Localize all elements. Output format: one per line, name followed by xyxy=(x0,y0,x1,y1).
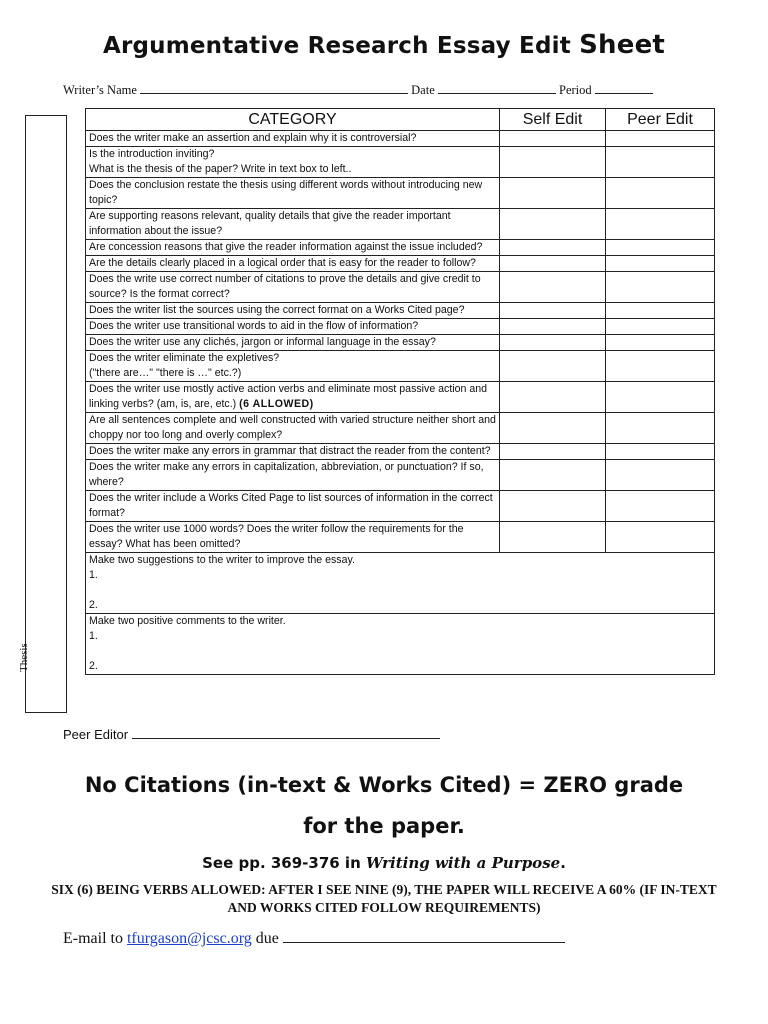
peer-edit-cell[interactable] xyxy=(606,522,715,553)
peer-edit-cell[interactable] xyxy=(606,319,715,335)
page-title xyxy=(0,30,768,60)
question-text: Does the writer make any errors in capitalization, abbreviation, or punctuation? If so, where? xyxy=(89,461,484,488)
suggestions-cell[interactable]: Make two suggestions to the writer to improve the essay. 1. 2. xyxy=(86,553,715,614)
table-row xyxy=(86,319,715,335)
peer-edit-cell[interactable] xyxy=(606,209,715,240)
peer-edit-cell[interactable] xyxy=(606,256,715,272)
question-text: Does the writer include a Works Cited Page to list sources of information in the correct format? xyxy=(89,492,493,519)
category-question xyxy=(86,272,500,303)
self-edit-cell[interactable] xyxy=(500,491,606,522)
table-row xyxy=(86,491,715,522)
positives-row xyxy=(86,614,715,675)
question-text: Does the writer use mostly active action verbs and eliminate most passive action and linking verbs? (am, is, are, etc.) xyxy=(89,383,488,410)
peer-edit-cell[interactable] xyxy=(606,240,715,256)
category-question xyxy=(86,491,500,522)
self-edit-cell[interactable] xyxy=(500,460,606,491)
peer-edit-cell[interactable] xyxy=(606,178,715,209)
category-question xyxy=(86,335,500,351)
self-edit-cell[interactable] xyxy=(500,178,606,209)
category-question xyxy=(86,240,500,256)
suggestions-row xyxy=(86,553,715,614)
self-edit-cell[interactable] xyxy=(500,335,606,351)
title-last-word: Sheet xyxy=(579,30,666,60)
table-row xyxy=(86,335,715,351)
question-text: Are all sentences complete and well constructed with varied structure neither short and choppy nor too long and overly complex? xyxy=(89,414,496,441)
category-question xyxy=(86,460,500,491)
email-prefix: E-mail to xyxy=(63,930,127,947)
question-text: Does the conclusion restate the thesis using different words without introducing new topic? xyxy=(89,179,483,206)
category-question xyxy=(86,303,500,319)
category-question xyxy=(86,444,500,460)
writer-name-label: Writer’s Name xyxy=(63,83,137,97)
reference-note xyxy=(0,854,768,872)
self-edit-cell[interactable] xyxy=(500,351,606,382)
peer-edit-cell[interactable] xyxy=(606,272,715,303)
self-edit-cell[interactable] xyxy=(500,522,606,553)
peer-editor-line xyxy=(63,726,440,742)
writer-info-line xyxy=(63,81,703,98)
table-row xyxy=(86,413,715,444)
self-edit-cell[interactable] xyxy=(500,319,606,335)
period-field[interactable] xyxy=(595,81,653,94)
title-main: Argumentative Research Essay Edit xyxy=(102,33,571,59)
self-edit-cell[interactable] xyxy=(500,382,606,413)
category-question xyxy=(86,413,500,444)
question-text: Is the introduction inviting? What is the thesis of the paper? Write in text box to left.. xyxy=(89,148,352,175)
category-question xyxy=(86,178,500,209)
table-row xyxy=(86,131,715,147)
self-edit-cell[interactable] xyxy=(500,240,606,256)
question-text: Does the write use correct number of citations to prove the details and give credit to source? Is the format correct? xyxy=(89,273,481,300)
question-text: Does the writer list the sources using the correct format on a Works Cited page? xyxy=(89,304,465,316)
peer-editor-field[interactable] xyxy=(132,726,440,739)
table-row xyxy=(86,272,715,303)
category-question xyxy=(86,522,500,553)
email-line xyxy=(63,930,565,948)
citation-warning-line2: for the paper. xyxy=(303,814,465,838)
self-edit-cell[interactable] xyxy=(500,303,606,319)
positive-comments-cell[interactable]: Make two positive comments to the writer. 1. 2. xyxy=(86,614,715,675)
question-text: Does the writer use transitional words to aid in the flow of information? xyxy=(89,320,419,332)
due-date-field[interactable] xyxy=(283,930,565,943)
edit-checklist-table xyxy=(85,108,715,675)
question-text: Are the details clearly placed in a logical order that is easy for the reader to follow? xyxy=(89,257,476,269)
table-row xyxy=(86,147,715,178)
peer-edit-cell[interactable] xyxy=(606,303,715,319)
allowed-note: (6 ALLOWED) xyxy=(239,398,314,410)
category-question xyxy=(86,382,500,413)
thesis-label: Thesis xyxy=(18,643,30,672)
table-row xyxy=(86,522,715,553)
table-row xyxy=(86,303,715,319)
question-text: Does the writer use 1000 words? Does the writer follow the requirements for the essay? What has been omitted? xyxy=(89,523,464,550)
category-question xyxy=(86,256,500,272)
peer-edit-cell[interactable] xyxy=(606,460,715,491)
table-row xyxy=(86,382,715,413)
self-edit-cell[interactable] xyxy=(500,413,606,444)
table-header-row xyxy=(86,109,715,131)
self-edit-cell[interactable] xyxy=(500,209,606,240)
question-text: Does the writer eliminate the expletives? ("there are…" "there is …" etc.?) xyxy=(89,352,280,379)
question-text: Does the writer use any clichés, jargon or informal language in the essay? xyxy=(89,336,436,348)
self-edit-cell[interactable] xyxy=(500,272,606,303)
peer-edit-cell[interactable] xyxy=(606,131,715,147)
table-row xyxy=(86,256,715,272)
writer-name-field[interactable] xyxy=(140,81,408,94)
date-field[interactable] xyxy=(438,81,556,94)
period-label: Period xyxy=(559,83,592,97)
header-self-edit: Self Edit xyxy=(500,109,606,131)
table-row xyxy=(86,178,715,209)
reference-prefix: See pp. 369-376 in xyxy=(202,854,366,872)
category-question xyxy=(86,209,500,240)
peer-edit-cell[interactable] xyxy=(606,491,715,522)
peer-edit-cell[interactable] xyxy=(606,335,715,351)
header-peer-edit: Peer Edit xyxy=(606,109,715,131)
date-label: Date xyxy=(411,83,435,97)
email-suffix: due xyxy=(251,930,279,947)
table-row xyxy=(86,444,715,460)
peer-edit-cell[interactable] xyxy=(606,147,715,178)
category-question xyxy=(86,131,500,147)
category-question xyxy=(86,351,500,382)
peer-editor-label: Peer Editor xyxy=(63,727,129,742)
self-edit-cell[interactable] xyxy=(500,256,606,272)
email-link[interactable]: tfurgason@jcsc.org xyxy=(126,930,252,947)
citation-warning-line1: No Citations (in-text & Works Cited) = ZERO grade xyxy=(84,773,684,797)
reference-book: Writing with a Purpose xyxy=(365,854,561,872)
question-text: Does the writer make any errors in grammar that distract the reader from the content? xyxy=(89,445,491,457)
question-text: Does the writer make an assertion and explain why it is controversial? xyxy=(89,132,417,144)
header-category: CATEGORY xyxy=(86,109,500,131)
being-verbs-rule: SIX (6) BEING VERBS ALLOWED: AFTER I SEE NINE (9), THE PAPER WILL RECEIVE A 60% (IF IN-TEXT AND WORKS CITED FOLLOW REQUIREMENTS) xyxy=(51,882,717,915)
category-question xyxy=(86,147,500,178)
peer-edit-cell[interactable] xyxy=(606,413,715,444)
self-edit-cell[interactable] xyxy=(500,444,606,460)
table-row xyxy=(86,209,715,240)
peer-edit-cell[interactable] xyxy=(606,351,715,382)
table-row xyxy=(86,460,715,491)
self-edit-cell[interactable] xyxy=(500,131,606,147)
peer-edit-cell[interactable] xyxy=(606,444,715,460)
self-edit-cell[interactable] xyxy=(500,147,606,178)
question-text: Are concession reasons that give the reader information against the issue included? xyxy=(89,241,483,253)
table-row xyxy=(86,351,715,382)
category-question xyxy=(86,319,500,335)
reference-suffix: . xyxy=(560,854,566,872)
thesis-text-box[interactable] xyxy=(18,115,67,713)
peer-edit-cell[interactable] xyxy=(606,382,715,413)
question-text: Are supporting reasons relevant, quality details that give the reader important information about the issue? xyxy=(89,210,451,237)
table-row xyxy=(86,240,715,256)
